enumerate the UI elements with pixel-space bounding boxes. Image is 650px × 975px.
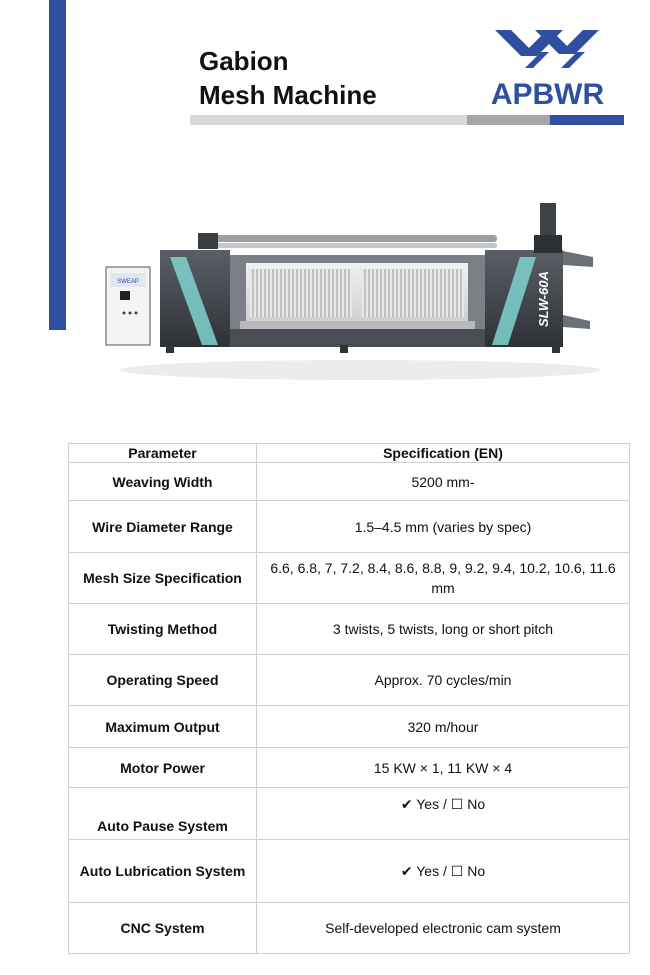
- control-cabinet: [106, 267, 150, 345]
- cabinet-logo-text: SWEAP: [117, 279, 139, 285]
- param-cell: Auto Lubrication System: [69, 840, 257, 903]
- table-row: [69, 903, 630, 954]
- brand-logo-text: APBWR: [490, 78, 605, 111]
- value-cell: 15 KW × 1, 11 KW × 4: [257, 748, 630, 788]
- value-cell: 3 twists, 5 twists, long or short pitch: [257, 604, 630, 655]
- value-cell: Self-developed electronic cam system: [257, 903, 630, 954]
- column-header-parameter: Parameter: [69, 444, 257, 463]
- value-cell: 320 m/hour: [257, 706, 630, 748]
- brand-mark-icon: [495, 28, 600, 70]
- gabion-machine-image: [100, 195, 600, 385]
- value-cell: 1.5–4.5 mm (varies by spec): [257, 501, 630, 553]
- specification-table: [68, 443, 630, 954]
- value-cell: 5200 mm-: [257, 463, 630, 501]
- param-cell: Auto Pause System: [69, 788, 257, 840]
- table-row: [69, 840, 630, 903]
- page-title: [199, 44, 377, 112]
- title-line-2: Mesh Machine: [199, 80, 377, 110]
- param-cell: Twisting Method: [69, 604, 257, 655]
- value-cell: ✔ Yes / ☐ No: [257, 840, 630, 903]
- table-row: [69, 706, 630, 748]
- table-row: [69, 501, 630, 553]
- header-rule-mid: [467, 115, 550, 125]
- header-rule-blue: [550, 115, 624, 125]
- machine-model-label: SLW-60A: [536, 271, 551, 327]
- param-cell: Maximum Output: [69, 706, 257, 748]
- brand-logo: [485, 28, 610, 113]
- column-header-specification: Specification (EN): [257, 444, 630, 463]
- table-header-row: [69, 444, 630, 463]
- value-cell: 6.6, 6.8, 7, 7.2, 8.4, 8.6, 8.8, 9, 9.2, 9.4, 10.2, 10.6, 11.6 mm: [257, 553, 630, 604]
- accent-side-bar: [49, 0, 66, 330]
- header-rule-light: [190, 115, 467, 125]
- table-row: [69, 553, 630, 604]
- param-cell: Weaving Width: [69, 463, 257, 501]
- table-row: [69, 655, 630, 706]
- param-cell: Motor Power: [69, 748, 257, 788]
- table-row: [69, 604, 630, 655]
- title-line-1: Gabion: [199, 46, 289, 76]
- value-cell: Approx. 70 cycles/min: [257, 655, 630, 706]
- value-cell: ✔ Yes / ☐ No: [257, 788, 630, 840]
- param-cell: Operating Speed: [69, 655, 257, 706]
- param-cell: Wire Diameter Range: [69, 501, 257, 553]
- table-row: [69, 748, 630, 788]
- table-row: [69, 788, 630, 840]
- param-cell: Mesh Size Specification: [69, 553, 257, 604]
- param-cell: CNC System: [69, 903, 257, 954]
- table-row: [69, 463, 630, 501]
